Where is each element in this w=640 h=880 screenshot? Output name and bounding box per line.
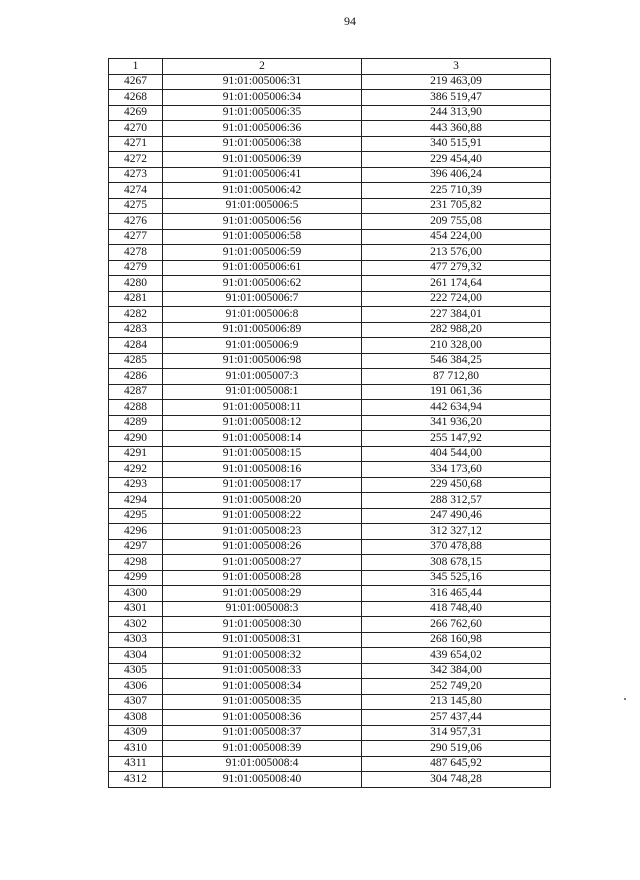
value-cell: 340 515,91: [362, 136, 551, 152]
table-row: [109, 183, 551, 199]
table-row: [109, 260, 551, 276]
column-header-2: 2: [163, 59, 362, 75]
table-row: [109, 477, 551, 493]
value-cell: 252 749,20: [362, 679, 551, 695]
value-cell: 261 174,64: [362, 276, 551, 292]
cadastral-number-cell: 91:01:005008:26: [163, 539, 362, 555]
cadastral-number-cell: 91:01:005008:12: [163, 415, 362, 431]
table-row: [109, 741, 551, 757]
table-row: [109, 229, 551, 245]
row-number-cell: 4288: [109, 400, 163, 416]
row-number-cell: 4272: [109, 152, 163, 168]
cadastral-number-cell: 91:01:005006:58: [163, 229, 362, 245]
cadastral-number-cell: 91:01:005008:15: [163, 446, 362, 462]
cadastral-number-cell: 91:01:005008:11: [163, 400, 362, 416]
table-row: [109, 524, 551, 540]
value-cell: 345 525,16: [362, 570, 551, 586]
cadastral-number-cell: 91:01:005008:33: [163, 663, 362, 679]
value-cell: 288 312,57: [362, 493, 551, 509]
cadastral-number-cell: 91:01:005006:89: [163, 322, 362, 338]
cadastral-number-cell: 91:01:005006:98: [163, 353, 362, 369]
table-row: [109, 167, 551, 183]
header-row: [109, 59, 551, 75]
table-row: [109, 772, 551, 788]
cadastral-number-cell: 91:01:005008:35: [163, 694, 362, 710]
row-number-cell: 4280: [109, 276, 163, 292]
row-number-cell: 4289: [109, 415, 163, 431]
cadastral-number-cell: 91:01:005008:14: [163, 431, 362, 447]
row-number-cell: 4311: [109, 756, 163, 772]
table-row: [109, 555, 551, 571]
value-cell: 334 173,60: [362, 462, 551, 478]
row-number-cell: 4277: [109, 229, 163, 245]
table-row: [109, 710, 551, 726]
row-number-cell: 4294: [109, 493, 163, 509]
table-row: [109, 648, 551, 664]
cadastral-number-cell: 91:01:005006:62: [163, 276, 362, 292]
value-cell: 546 384,25: [362, 353, 551, 369]
cadastral-number-cell: 91:01:005008:37: [163, 725, 362, 741]
table-row: [109, 586, 551, 602]
value-cell: 231 705,82: [362, 198, 551, 214]
cadastral-number-cell: 91:01:005006:31: [163, 74, 362, 90]
cadastral-number-cell: 91:01:005006:61: [163, 260, 362, 276]
row-number-cell: 4307: [109, 694, 163, 710]
cadastral-number-cell: 91:01:005006:41: [163, 167, 362, 183]
table-row: [109, 152, 551, 168]
cadastral-number-cell: 91:01:005008:3: [163, 601, 362, 617]
column-header-3: 3: [362, 59, 551, 75]
value-cell: 282 988,20: [362, 322, 551, 338]
row-number-cell: 4270: [109, 121, 163, 137]
value-cell: 255 147,92: [362, 431, 551, 447]
table-row: [109, 136, 551, 152]
table-row: [109, 679, 551, 695]
table-row: [109, 121, 551, 137]
row-number-cell: 4273: [109, 167, 163, 183]
value-cell: 418 748,40: [362, 601, 551, 617]
row-number-cell: 4282: [109, 307, 163, 323]
value-cell: 87 712,80: [362, 369, 551, 385]
value-cell: 439 654,02: [362, 648, 551, 664]
row-number-cell: 4302: [109, 617, 163, 633]
table-row: [109, 291, 551, 307]
table-row: [109, 74, 551, 90]
value-cell: 268 160,98: [362, 632, 551, 648]
table-row: [109, 214, 551, 230]
cadastral-number-cell: 91:01:005006:38: [163, 136, 362, 152]
table-row: [109, 508, 551, 524]
row-number-cell: 4305: [109, 663, 163, 679]
cadastral-number-cell: 91:01:005006:9: [163, 338, 362, 354]
cadastral-number-cell: 91:01:005006:59: [163, 245, 362, 261]
value-cell: 404 544,00: [362, 446, 551, 462]
value-cell: 191 061,36: [362, 384, 551, 400]
row-number-cell: 4269: [109, 105, 163, 121]
cadastral-number-cell: 91:01:005008:16: [163, 462, 362, 478]
table-row: [109, 307, 551, 323]
table-row: [109, 245, 551, 261]
value-cell: 304 748,28: [362, 772, 551, 788]
value-cell: 229 454,40: [362, 152, 551, 168]
column-header-1: 1: [109, 59, 163, 75]
table-row: [109, 725, 551, 741]
table-row: [109, 353, 551, 369]
table-row: [109, 369, 551, 385]
cadastral-number-cell: 91:01:005006:35: [163, 105, 362, 121]
value-cell: 222 724,00: [362, 291, 551, 307]
value-cell: 487 645,92: [362, 756, 551, 772]
value-cell: 213 576,00: [362, 245, 551, 261]
cadastral-number-cell: 91:01:005006:34: [163, 90, 362, 106]
table-row: [109, 539, 551, 555]
value-cell: 290 519,06: [362, 741, 551, 757]
row-number-cell: 4291: [109, 446, 163, 462]
table-row: [109, 322, 551, 338]
row-number-cell: 4304: [109, 648, 163, 664]
value-cell: 386 519,47: [362, 90, 551, 106]
table-row: [109, 446, 551, 462]
cadastral-number-cell: 91:01:005008:20: [163, 493, 362, 509]
table-row: [109, 663, 551, 679]
cadastral-number-cell: 91:01:005008:31: [163, 632, 362, 648]
table-row: [109, 694, 551, 710]
row-number-cell: 4290: [109, 431, 163, 447]
value-cell: 396 406,24: [362, 167, 551, 183]
value-cell: 370 478,88: [362, 539, 551, 555]
cadastral-number-cell: 91:01:005008:29: [163, 586, 362, 602]
cadastral-number-cell: 91:01:005006:8: [163, 307, 362, 323]
row-number-cell: 4281: [109, 291, 163, 307]
value-cell: 477 279,32: [362, 260, 551, 276]
table-row: [109, 415, 551, 431]
row-number-cell: 4299: [109, 570, 163, 586]
cadastral-number-cell: 91:01:005008:36: [163, 710, 362, 726]
table-row: [109, 756, 551, 772]
value-cell: 314 957,31: [362, 725, 551, 741]
table-row: [109, 276, 551, 292]
cadastral-number-cell: 91:01:005008:30: [163, 617, 362, 633]
value-cell: 227 384,01: [362, 307, 551, 323]
row-number-cell: 4297: [109, 539, 163, 555]
row-number-cell: 4287: [109, 384, 163, 400]
table-row: [109, 105, 551, 121]
cadastral-number-cell: 91:01:005007:3: [163, 369, 362, 385]
row-number-cell: 4296: [109, 524, 163, 540]
value-cell: 229 450,68: [362, 477, 551, 493]
page-number: 94: [344, 14, 356, 28]
cadastral-number-cell: 91:01:005006:39: [163, 152, 362, 168]
table-row: [109, 493, 551, 509]
row-number-cell: 4278: [109, 245, 163, 261]
table-row: [109, 400, 551, 416]
value-cell: 308 678,15: [362, 555, 551, 571]
row-number-cell: 4298: [109, 555, 163, 571]
value-cell: 247 490,46: [362, 508, 551, 524]
table-row: [109, 617, 551, 633]
value-cell: 312 327,12: [362, 524, 551, 540]
table-body: [109, 74, 551, 787]
table-row: [109, 462, 551, 478]
row-number-cell: 4267: [109, 74, 163, 90]
row-number-cell: 4303: [109, 632, 163, 648]
row-number-cell: 4308: [109, 710, 163, 726]
cadastral-number-cell: 91:01:005008:39: [163, 741, 362, 757]
value-cell: 257 437,44: [362, 710, 551, 726]
cadastral-number-cell: 91:01:005008:23: [163, 524, 362, 540]
value-cell: 209 755,08: [362, 214, 551, 230]
cadastral-number-cell: 91:01:005008:40: [163, 772, 362, 788]
table-row: [109, 632, 551, 648]
value-cell: 219 463,09: [362, 74, 551, 90]
row-number-cell: 4271: [109, 136, 163, 152]
row-number-cell: 4295: [109, 508, 163, 524]
row-number-cell: 4306: [109, 679, 163, 695]
cadastral-number-cell: 91:01:005008:32: [163, 648, 362, 664]
row-number-cell: 4312: [109, 772, 163, 788]
row-number-cell: 4275: [109, 198, 163, 214]
value-cell: 342 384,00: [362, 663, 551, 679]
cadastral-number-cell: 91:01:005008:4: [163, 756, 362, 772]
cadastral-number-cell: 91:01:005008:22: [163, 508, 362, 524]
cadastral-number-cell: 91:01:005008:17: [163, 477, 362, 493]
row-number-cell: 4283: [109, 322, 163, 338]
cadastral-number-cell: 91:01:005006:5: [163, 198, 362, 214]
value-cell: 213 145,80: [362, 694, 551, 710]
row-number-cell: 4310: [109, 741, 163, 757]
row-number-cell: 4293: [109, 477, 163, 493]
row-number-cell: 4268: [109, 90, 163, 106]
cadastral-number-cell: 91:01:005008:1: [163, 384, 362, 400]
scan-speck: [624, 698, 626, 700]
table-row: [109, 198, 551, 214]
cadastral-value-table: [108, 58, 551, 788]
cadastral-number-cell: 91:01:005006:42: [163, 183, 362, 199]
row-number-cell: 4279: [109, 260, 163, 276]
value-cell: 341 936,20: [362, 415, 551, 431]
value-cell: 316 465,44: [362, 586, 551, 602]
row-number-cell: 4276: [109, 214, 163, 230]
value-cell: 225 710,39: [362, 183, 551, 199]
table-row: [109, 431, 551, 447]
cadastral-number-cell: 91:01:005008:34: [163, 679, 362, 695]
cadastral-number-cell: 91:01:005008:28: [163, 570, 362, 586]
cadastral-number-cell: 91:01:005006:7: [163, 291, 362, 307]
row-number-cell: 4301: [109, 601, 163, 617]
cadastral-number-cell: 91:01:005006:36: [163, 121, 362, 137]
cadastral-number-cell: 91:01:005006:56: [163, 214, 362, 230]
value-cell: 443 360,88: [362, 121, 551, 137]
table-row: [109, 338, 551, 354]
value-cell: 454 224,00: [362, 229, 551, 245]
cadastral-number-cell: 91:01:005008:27: [163, 555, 362, 571]
row-number-cell: 4284: [109, 338, 163, 354]
table-row: [109, 90, 551, 106]
table-row: [109, 570, 551, 586]
row-number-cell: 4274: [109, 183, 163, 199]
table-row: [109, 601, 551, 617]
value-cell: 442 634,94: [362, 400, 551, 416]
row-number-cell: 4309: [109, 725, 163, 741]
value-cell: 210 328,00: [362, 338, 551, 354]
value-cell: 266 762,60: [362, 617, 551, 633]
value-cell: 244 313,90: [362, 105, 551, 121]
row-number-cell: 4285: [109, 353, 163, 369]
row-number-cell: 4286: [109, 369, 163, 385]
row-number-cell: 4300: [109, 586, 163, 602]
table-row: [109, 384, 551, 400]
row-number-cell: 4292: [109, 462, 163, 478]
